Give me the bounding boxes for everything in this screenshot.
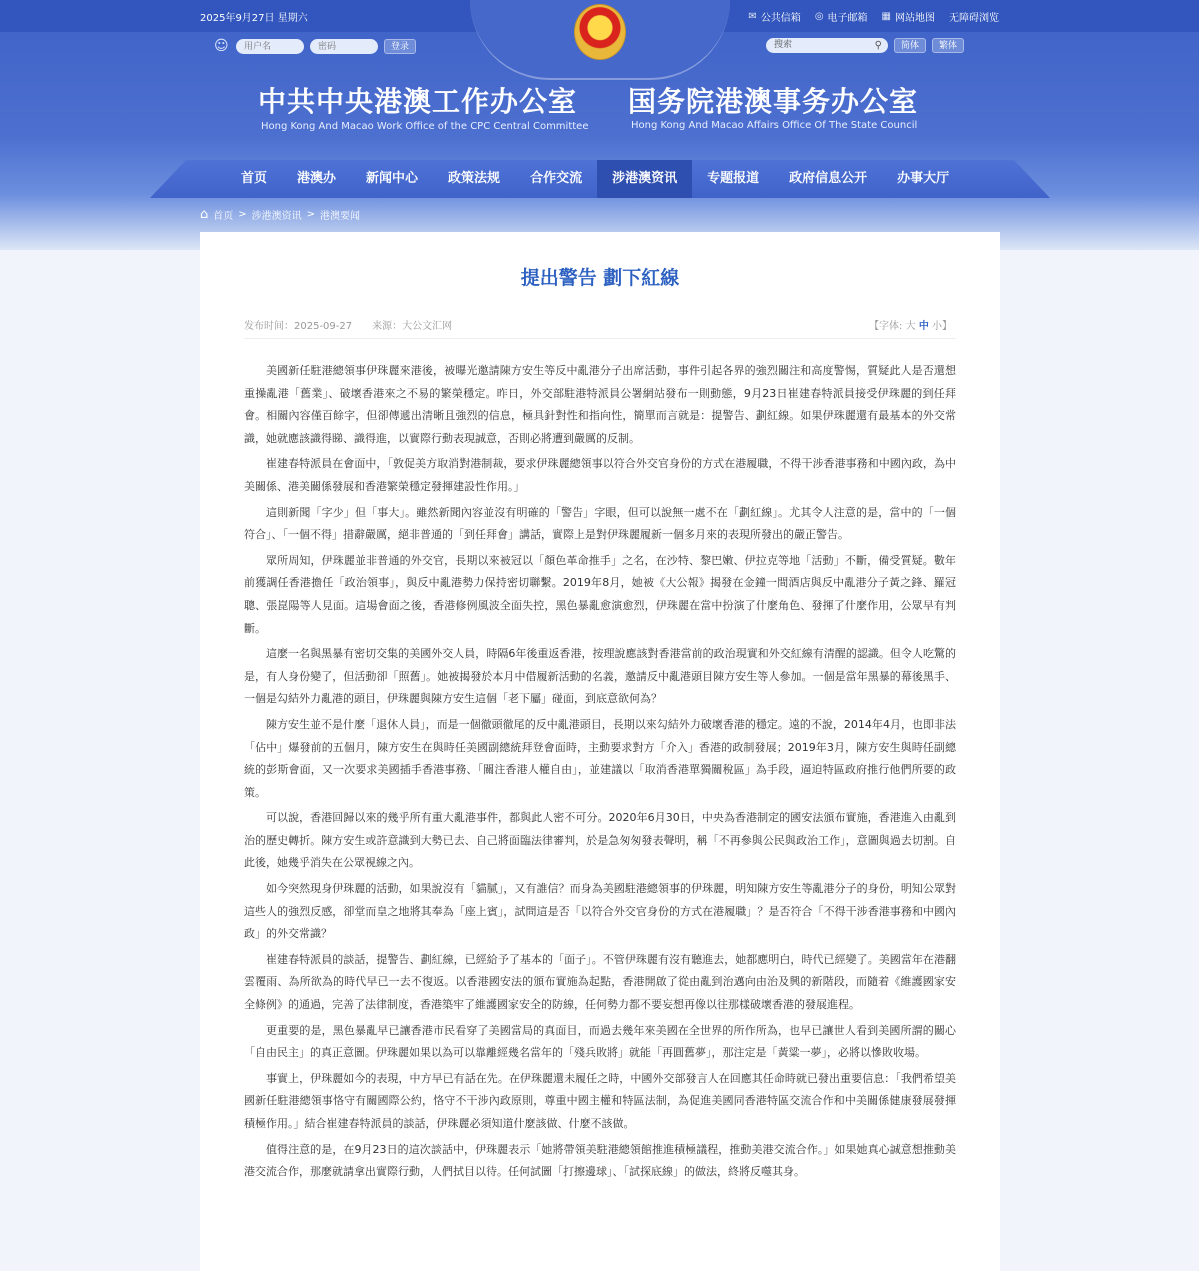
site-title-state-council: 国务院港澳事务办公室 <box>628 85 919 118</box>
site-title-cpc: 中共中央港澳工作办公室 <box>258 85 578 118</box>
public-mailbox-label: 公共信箱 <box>760 13 801 24</box>
nav-item-policy[interactable]: 政策法规 <box>448 171 501 186</box>
search-placeholder: 搜索 <box>774 40 793 50</box>
nav-item-home[interactable]: 首页 <box>241 171 268 186</box>
breadcrumb-current[interactable]: 港澳要闻 <box>320 211 361 222</box>
search-bar <box>766 38 964 53</box>
home-icon[interactable]: ⌂ <box>200 207 209 222</box>
article-paragraph: 崔建春特派員的談話，提警告、劃紅線，已經給予了基本的「面子」。不管伊珠麗有沒有聽進去，她都應明白，時代已經變了。美國當年在港翻雲覆雨、為所欲為的時代早已一去不復返。以香港國安法的頒布實施為起點，香港開啟了從由亂到治邁向由治及興的新階段，而隨着《維護國家安全條例》的通過，完善了法律制度，香港築牢了維護國家安全的防線，任何勢力都不要妄想再像以往那樣破壞香港的發展進程。 <box>244 952 956 1012</box>
traditional-chinese-button[interactable]: 繁体 <box>932 38 964 53</box>
article-card <box>200 232 1000 1271</box>
username-input[interactable] <box>236 39 304 54</box>
article-paragraph: 這則新聞「字少」但「事大」。雖然新聞內容並沒有明確的「警告」字眼，但可以說無一處不在「劃紅線」。尤其令人注意的是，當中的「一個符合」、「一個不得」措辭嚴厲，絕非普通的「到任拜會」講話，實際上是對伊珠麗履新一個多月來的表現所發出的嚴正警告。 <box>244 505 956 542</box>
search-icon[interactable]: ⚲ <box>874 40 882 51</box>
nav-item-services[interactable]: 办事大厅 <box>897 171 950 186</box>
font-size-large[interactable]: 大 <box>905 321 916 332</box>
sitemap-link[interactable] <box>882 9 935 24</box>
sitemap-icon: ▦ <box>881 11 891 22</box>
email-link[interactable] <box>815 9 868 24</box>
article-paragraph: 更重要的是，黑色暴亂早已讓香港市民看穿了美國當局的真面目，而過去幾年來美國在全世界的所作所為，也早已讓世人看到美國所謂的關心「自由民主」的真正意圖。伊珠麗如果以為可以靠離經幾名當年的「殘兵敗將」就能「再圓舊夢」，那注定是「黃粱一夢」，必將以慘敗收場。 <box>244 1023 956 1060</box>
font-size-medium[interactable]: 中 <box>918 321 929 332</box>
accessibility-link[interactable] <box>949 9 999 24</box>
nav-item-cooperation[interactable]: 合作交流 <box>530 171 583 186</box>
current-date: 2025年9月27日 星期六 <box>200 13 308 24</box>
login-bar <box>214 38 416 54</box>
article-paragraph: 值得注意的是，在9月23日的這次談話中，伊珠麗表示「她將帶領美駐港總領館推進積極議程，推動美港交流合作。」如果她真心誠意想推動美港交流合作，那麼就請拿出實際行動，人們拭目以待。任何試圖「打擦邊球」、「試探底線」的做法，終將反噬其身。 <box>244 1142 956 1179</box>
font-size-control <box>869 317 952 332</box>
mail-icon: ✉ <box>748 11 757 22</box>
nav-item-news[interactable]: 新闻中心 <box>366 171 419 186</box>
publish-time: 发布时间：2025-09-27 <box>244 321 353 332</box>
site-subtitle-state-council: Hong Kong And Macao Affairs Office Of The State Council <box>631 120 918 131</box>
user-icon: ☺ <box>214 38 229 54</box>
breadcrumb-separator: > <box>306 209 316 220</box>
top-links <box>748 9 999 24</box>
password-input[interactable] <box>310 39 378 54</box>
breadcrumb <box>200 207 360 222</box>
nav-item-hkmao[interactable]: 港澳办 <box>297 171 337 186</box>
meta-divider <box>244 338 956 339</box>
login-button[interactable]: 登录 <box>384 39 416 54</box>
article-paragraph: 如今突然現身伊珠麗的活動，如果說沒有「貓膩」，又有誰信？而身為美國駐港總領事的伊珠麗，明知陳方安生等亂港分子的身份，明知公眾對這些人的強烈反感，卻堂而皇之地將其奉為「座上賓」，試問這是否「以符合外交官身份的方式在港履職」？是否符合「不得干涉香港事務和中國內政」的外交常識？ <box>244 882 956 941</box>
font-size-prefix: 【字体: <box>869 321 906 332</box>
breadcrumb-info[interactable]: 涉港澳资讯 <box>251 211 302 222</box>
article-paragraph: 崔建春特派員在會面中，「敦促美方取消對港制裁，要求伊珠麗總領事以符合外交官身份的方式在港履職，不得干涉香港事務和中國內政，為中美關係、港美關係發展和香港繁榮穩定發揮建設性作用。」 <box>244 457 956 493</box>
breadcrumb-home[interactable]: 首页 <box>213 211 234 222</box>
breadcrumb-separator: > <box>238 209 247 220</box>
accessibility-label: 无障碍浏览 <box>949 13 999 24</box>
font-size-suffix: 】 <box>942 321 952 332</box>
simplified-chinese-button[interactable]: 简体 <box>894 38 926 53</box>
article-paragraph: 可以說，香港回歸以來的幾乎所有重大亂港事件，都與此人密不可分。2020年6月30日，中央為香港制定的國安法頒布實施，香港進入由亂到治的歷史轉折。陳方安生或許意識到大勢已去、自己將面臨法律審判，於是急匆匆發表聲明，稱「不再參與公民與政治工作」，意圖與過去切割。自此後，她幾乎消失在公眾視線之內。 <box>244 811 956 870</box>
article-paragraph: 事實上，伊珠麗如今的表現，中方早已有話在先。在伊珠麗還未履任之時，中國外交部發言人在回應其任命時就已發出重要信息：「我們希望美國新任駐港總領事恪守有關國際公約，恪守不干涉內政原則，尊重中國主權和特區法制，為促進美國同香港特區交流合作和中美關係健康發展發揮積極作用。」結合崔建春特派員的談話，伊珠麗必須知道什麼該做、什麼不該做。 <box>244 1071 956 1130</box>
search-input[interactable] <box>766 38 888 53</box>
sitemap-label: 网站地图 <box>895 13 935 24</box>
main-nav <box>226 160 964 198</box>
nav-item-gov-info[interactable]: 政府信息公开 <box>789 171 868 186</box>
article-paragraph: 美國新任駐港總領事伊珠麗來港後，被曝光邀請陳方安生等反中亂港分子出席活動，事件引起各界的強烈關注和高度警惕，質疑此人是否還想重操亂港「舊業」、破壞香港來之不易的繁榮穩定。昨日，外交部駐港特派員公署網站發布一則動態，9月23日崔建春特派員接受伊珠麗的到任拜會。相關內容僅百餘字，但卻傳遞出清晰且強烈的信息，極具針對性和指向性，簡單而言就是：提警告、劃紅線。如果伊珠麗還有最基本的外交常識，她就應該識得睇、識得進，以實際行動表現誠意，否則必將遭到嚴厲的反制。 <box>244 364 956 445</box>
article-paragraph: 這麼一名與黑暴有密切交集的美國外交人員，時隔6年後重返香港，按理說應該對香港當前的政治現實和外交紅線有清醒的認識。但令人吃驚的是，有人身份變了，但活動卻「照舊」。她被揭發於本月中借履新活動的名義，邀請反中亂港頭目陳方安生等人參加。一個是當年黑暴的幕後黑手、一個是勾結外力亂港的頭目，伊珠麗與陳方安生這個「老下屬」碰面，到底意欲何為？ <box>244 647 956 706</box>
site-subtitle-cpc: Hong Kong And Macao Work Office of the CPC Central Committee <box>261 121 589 132</box>
nav-item-special[interactable]: 专题报道 <box>707 171 760 186</box>
nav-item-hk-macao-info[interactable]: 涉港澳资讯 <box>597 160 692 198</box>
font-size-small[interactable]: 小 <box>932 321 942 332</box>
article-meta <box>244 317 452 332</box>
article-paragraph: 眾所周知，伊珠麗並非普通的外交官，長期以來被冠以「顏色革命推手」之名，在沙特、黎巴嫩、伊拉克等地「活動」不斷，備受質疑。數年前獲調任香港擔任「政治領事」，與反中亂港勢力保持密切聯繫。2019年8月，她被《大公報》揭發在金鐘一間酒店與反中亂港分子黃之鋒、羅冠聰、張崑陽等人見面。這場會面之後，香港修例風波全面失控，黑色暴亂愈演愈烈，伊珠麗在當中扮演了什麼角色、發揮了什麼作用，公眾早有判斷。 <box>244 553 956 635</box>
article-body <box>244 360 956 1187</box>
article-title: 提出警告 劃下紅線 <box>520 267 680 289</box>
public-mailbox-link[interactable] <box>748 9 800 24</box>
email-icon: ◎ <box>814 11 824 22</box>
article-source: 来源：大公文汇网 <box>372 321 453 332</box>
article-paragraph: 陳方安生並不是什麼「退休人員」，而是一個徹頭徹尾的反中亂港頭目，長期以來勾結外力破壞香港的穩定。遠的不說，2014年4月，也即非法「佔中」爆發前的五個月，陳方安生在與時任美國副總統拜登會面時，主動要求對方「介入」香港的政制發展；2019年3月，陳方安生與時任副總統的彭斯會面，又一次要求美國插手香港事務、「關注香港人權自由」，並建議以「取消香港單獨關稅區」為手段，逼迫特區政府推行他們所要的政策。 <box>244 717 956 799</box>
email-label: 电子邮箱 <box>827 13 868 24</box>
national-emblem-icon <box>574 4 626 60</box>
